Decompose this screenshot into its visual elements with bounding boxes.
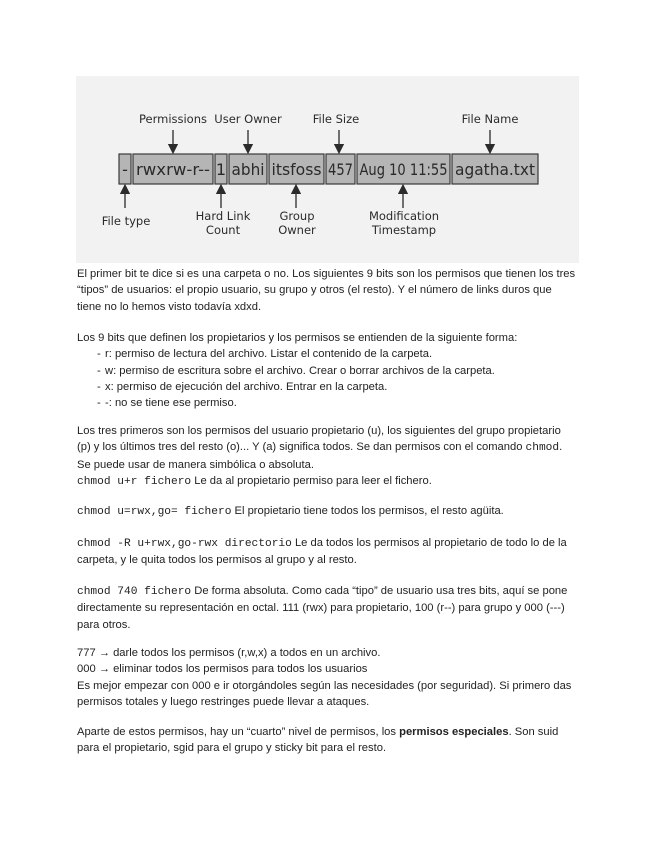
example-octal: [77, 583, 577, 633]
paragraph-nine-bits: Los 9 bits que definen los propietarios y los permisos se entienden de la siguiente forma:: [77, 332, 518, 344]
box-user-owner-text: abhi: [231, 160, 265, 179]
example-recursive: [77, 535, 577, 569]
paragraph-chmod-intro: [77, 423, 577, 473]
note-security: Es mejor empezar con 000 e ir otorgándoles según las necesidades (por seguridad). Si primero das permisos totales y luego restringes puede llevar a ataques.: [77, 679, 572, 708]
label-file-name: File Name: [461, 112, 519, 126]
bullet-dash: -: [97, 380, 101, 393]
list-item: [77, 346, 577, 362]
box-file-name-text: agatha.txt: [455, 160, 535, 179]
chmod-intro-text: Los tres primeros son los permisos del usuario propietario (u), los siguientes del grupo propietario (p) y los últimos tres del resto (o)... Y (a) significa todos. Se dan permisos con el comando: [77, 425, 561, 454]
special-bold: permisos especiales: [399, 726, 509, 738]
label-permissions: Permissions: [138, 112, 208, 126]
example-text: De forma absoluta. Como cada “tipo” de usuario usa tres bits, aquí se pone directamente su representación en octal. 111 (rwx) para propietario, 100 (r--) para grupo y 000 (---) para otros.: [77, 585, 568, 631]
example-code: chmod u+r fichero: [77, 475, 192, 488]
example-u-plus-r: [77, 473, 577, 490]
box-permissions: [133, 154, 213, 184]
box-permissions-text: rwxrw-r--: [136, 160, 210, 179]
box-file-size-text: 457: [328, 160, 353, 179]
chmod-section: [77, 423, 577, 490]
list-item-text: -: no se tiene ese permiso.: [105, 397, 237, 410]
box-modification-timestamp: [357, 154, 450, 184]
example-code: chmod 740 fichero: [77, 586, 192, 598]
box-file-type: [119, 154, 131, 184]
example-text: El propietario tiene todos los permisos, el resto agüita.: [231, 505, 504, 517]
chmod-intro-text-end: . Se puede usar de manera simbólica o absoluta.: [77, 441, 563, 471]
label-file-size: File Size: [312, 112, 360, 126]
example-code: chmod u=rwx,go= fichero: [77, 506, 232, 518]
box-user-owner: [229, 154, 267, 184]
box-group-owner: [269, 154, 324, 184]
label-modification: Modification: [368, 209, 440, 223]
list-item: [77, 363, 577, 379]
box-file-name: [452, 154, 538, 184]
paragraph-intro: [77, 266, 577, 315]
octal-notes: [77, 645, 577, 710]
box-timestamp-text: Aug 10 11:55: [359, 160, 448, 179]
label-hard-link: Hard Link: [195, 209, 251, 223]
list-item-text: x: permiso de ejecución del archivo. Entrar en la carpeta.: [105, 380, 388, 393]
example-u-rwx: [77, 503, 577, 520]
note-000: 000 → eliminar todos los permisos para todos los usuarios: [77, 663, 368, 676]
label-group-owner: Owner: [278, 223, 316, 237]
label-timestamp: Timestamp: [371, 223, 437, 237]
label-hard-link-count: Count: [205, 223, 241, 237]
permissions-explanation: [77, 330, 577, 411]
list-item-text: w: permiso de escritura sobre el archivo. Crear o borrar archivos de la carpeta.: [105, 364, 495, 377]
paragraph-first-bit: El primer bit te dice si es una carpeta o no. Los siguientes 9 bits son los permisos que tienen los tres “tipos” de usuarios: el propio usuario, su grupo y otros (el resto). Y el número de links duros que tiene no lo hemos visto todavía xdxd.: [77, 268, 576, 313]
list-item-text: r: permiso de lectura del archivo. Listar el contenido de la carpeta.: [105, 348, 433, 361]
special-permissions: [77, 724, 577, 757]
label-file-type: File type: [101, 214, 151, 228]
note-777: 777 → darle todos los permisos (r,w,x) a todos en un archivo.: [77, 647, 381, 659]
example-code: chmod -R u+rwx,go-rwx directorio: [77, 538, 292, 550]
box-file-size: [326, 154, 355, 184]
permission-list: [77, 346, 577, 411]
box-file-type-text: -: [122, 160, 128, 179]
label-group: Group: [279, 209, 315, 223]
special-text-end: . Son suid para el propietario, sgid para el grupo y sticky bit para el resto.: [77, 726, 559, 755]
list-item: [77, 395, 577, 411]
bullet-dash: -: [97, 364, 101, 377]
box-hard-links-text: 1: [215, 160, 227, 179]
label-user-owner: User Owner: [214, 112, 282, 126]
chmod-code: chmod: [525, 442, 560, 455]
list-item: [77, 379, 577, 395]
example-text: Le da todos los permisos al propietario de todo lo de la carpeta, y le quita todos los permisos al grupo y al resto.: [77, 537, 567, 567]
box-group-owner-text: itsfoss: [271, 160, 322, 179]
bullet-dash: -: [97, 348, 101, 361]
ls-permissions-diagram: [76, 76, 579, 263]
bullet-dash: -: [97, 397, 101, 410]
example-text: Le da al propietario permiso para leer el fichero.: [191, 474, 432, 487]
special-text: Aparte de estos permisos, hay un “cuarto” nivel de permisos, los: [77, 726, 400, 738]
box-hard-links: [215, 154, 227, 184]
